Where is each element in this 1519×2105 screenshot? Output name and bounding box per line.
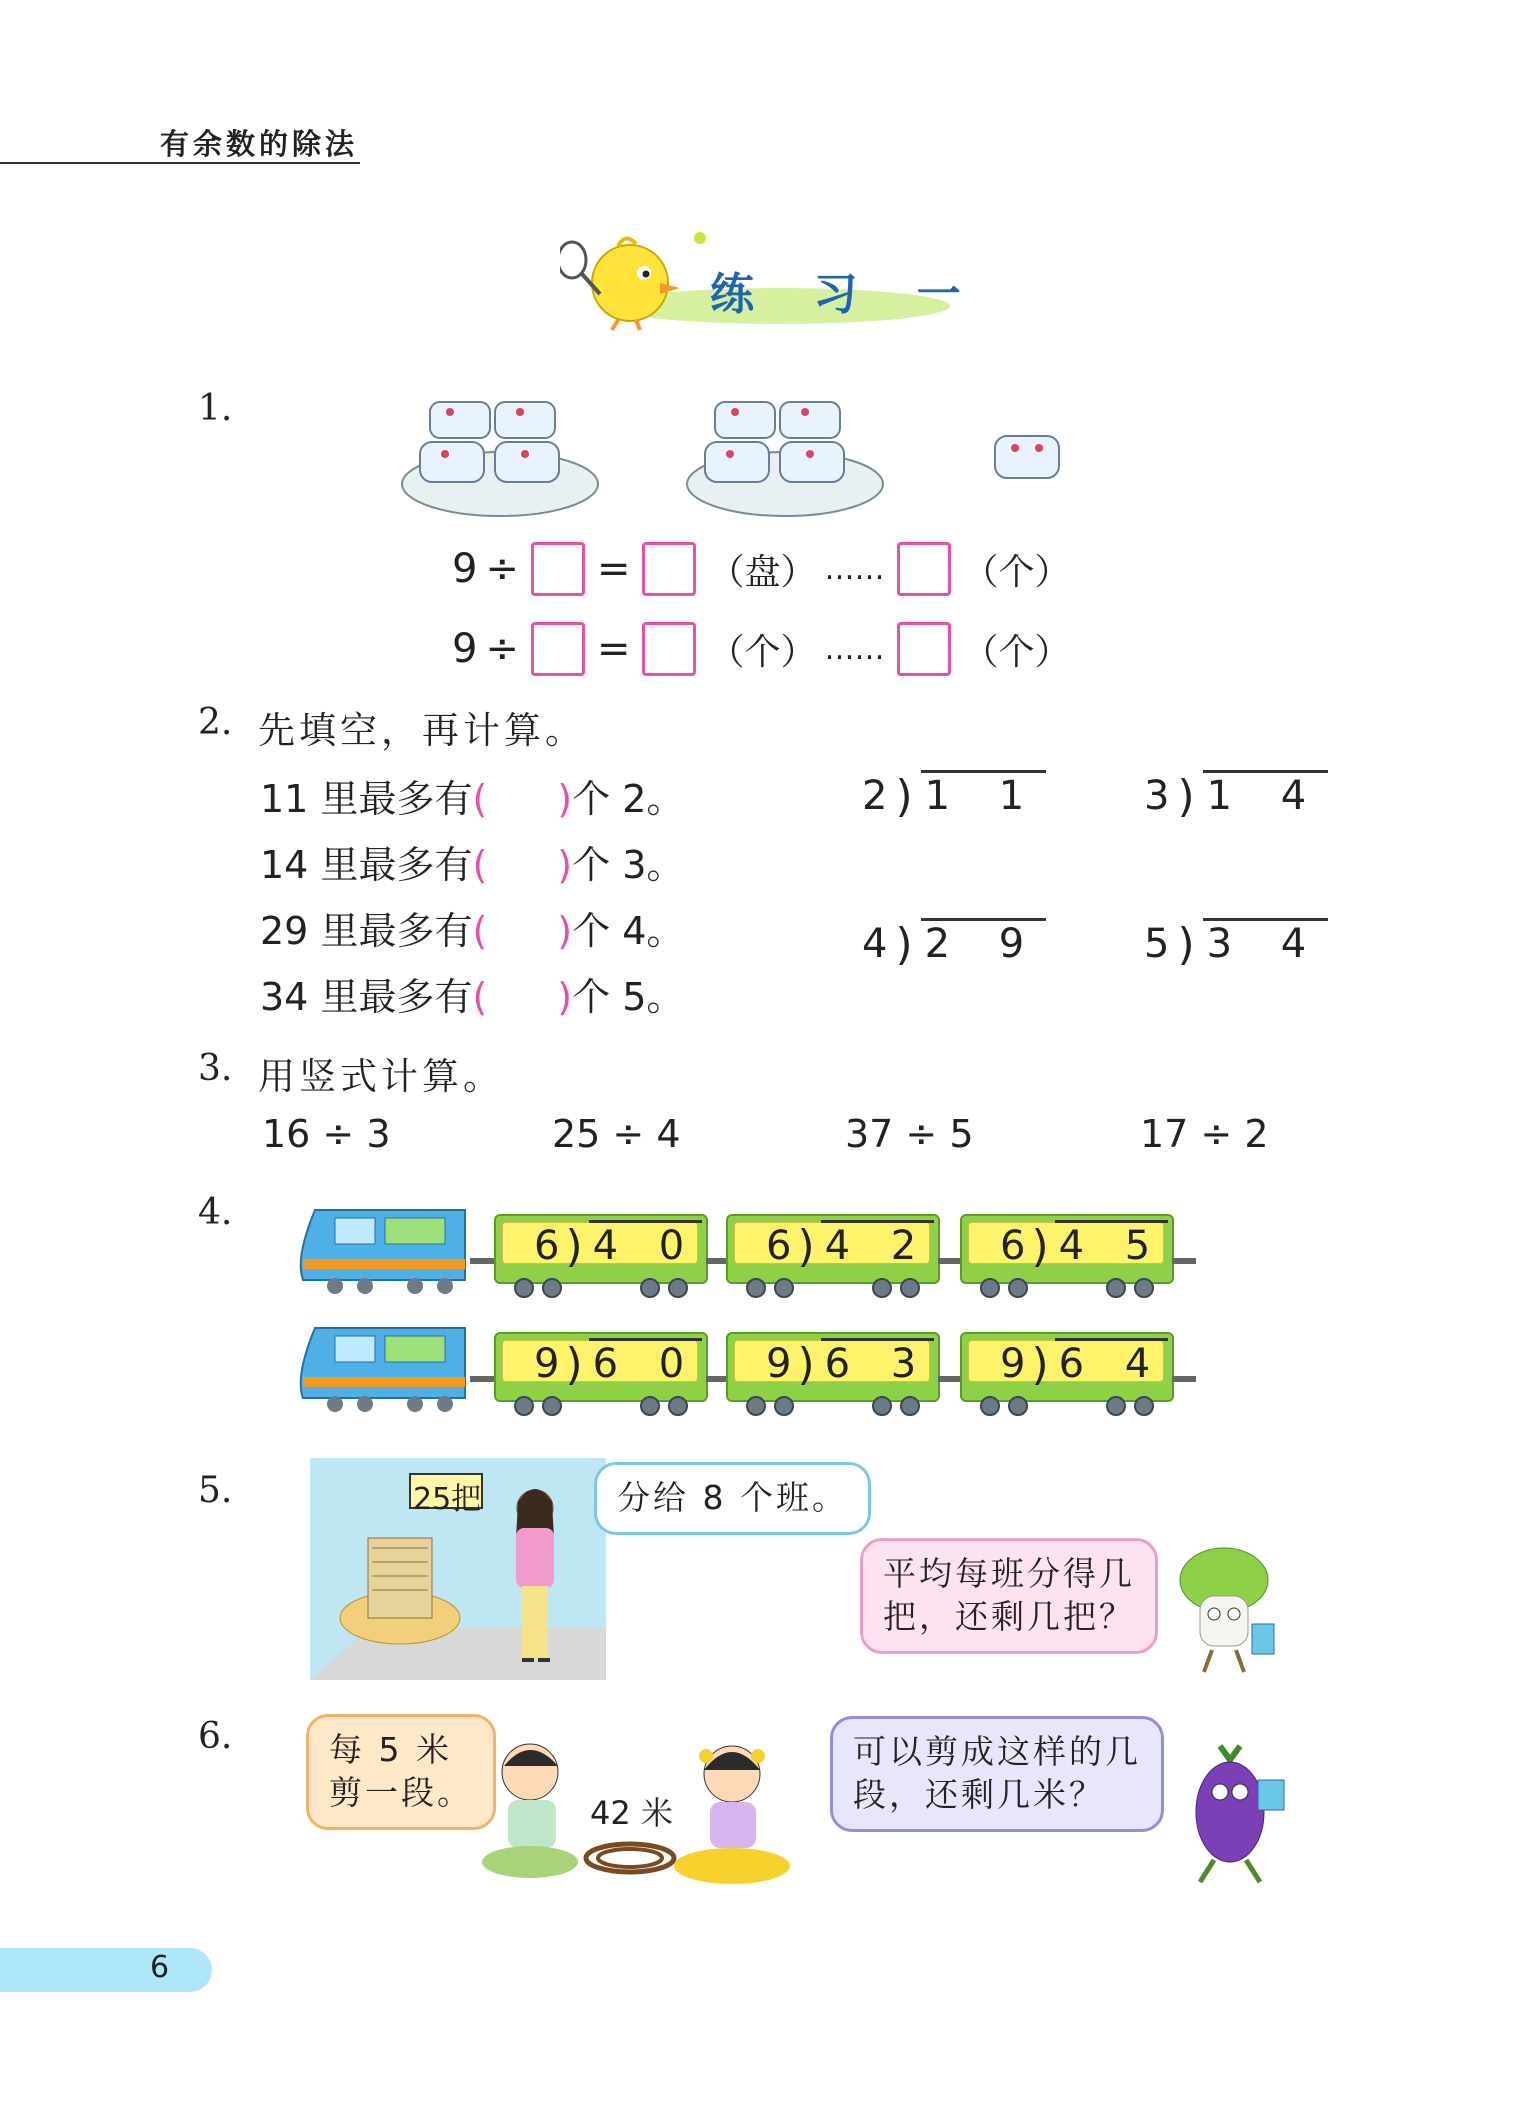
header-rule [0, 162, 360, 164]
train-car [960, 1322, 1170, 1408]
long-division: 4 ) 2 9 [862, 918, 1046, 967]
answer-box[interactable] [531, 542, 585, 596]
train-car [494, 1322, 704, 1408]
q2-fill-line: 11 里最多有( )个 2。 [260, 777, 685, 821]
answer-box[interactable] [531, 622, 585, 676]
plate-2-icon [687, 402, 883, 516]
coupler [470, 1376, 494, 1382]
long-division: 3 ) 1 4 [1144, 770, 1328, 819]
rope-length-label: 42 米 [590, 1794, 673, 1832]
brooms-count-label: 25把 [413, 1482, 482, 1517]
train-car [494, 1204, 704, 1290]
speech-bubble-question: 可以剪成这样的几 段，还剩几米？ [830, 1716, 1164, 1832]
answer-box[interactable] [897, 542, 951, 596]
question-3-title: 用竖式计算。 [258, 1055, 504, 1098]
long-division: 9 ) 6 0 [534, 1338, 702, 1387]
question-1-number: 1. [198, 388, 233, 429]
train-car [726, 1322, 936, 1408]
q2-fill-line: 29 里最多有( )个 4。 [260, 909, 685, 953]
girl-icon [674, 1746, 790, 1884]
q3-item: 17 ÷ 2 [1140, 1112, 1269, 1156]
speech-bubble-question: 平均每班分得几 把，还剩几把？ [860, 1538, 1158, 1654]
q1-equation-1: 9 ÷ = （盘） …… （个） [448, 542, 1075, 596]
cakes-illustration [400, 392, 1080, 522]
coupler [1172, 1376, 1196, 1382]
page-number: 6 [150, 1950, 170, 1985]
q2-fill-line: 34 里最多有( )个 5。 [260, 975, 685, 1019]
rope-coil-icon [586, 1844, 674, 1872]
long-division: 6 ) 4 2 [766, 1220, 934, 1269]
answer-box[interactable] [642, 542, 696, 596]
question-2-number: 2. [198, 702, 233, 743]
train-car [960, 1204, 1170, 1290]
chapter-title: 有余数的除法 [160, 127, 359, 161]
train-engine-icon [295, 1316, 473, 1412]
long-division: 9 ) 6 3 [766, 1338, 934, 1387]
q3-item: 25 ÷ 4 [552, 1112, 681, 1156]
question-3-number: 3. [198, 1048, 233, 1089]
single-cake-icon [995, 436, 1059, 478]
train-engine-icon [295, 1198, 473, 1294]
question-5-number: 5. [198, 1470, 233, 1511]
answer-box[interactable] [642, 622, 696, 676]
long-division: 9 ) 6 4 [1000, 1338, 1168, 1387]
q1-equation-2: 9 ÷ = （个） …… （个） [448, 622, 1075, 676]
page-number-tab [0, 1948, 212, 1992]
cabbage-mascot-icon [1160, 1540, 1288, 1680]
question-4-number: 4. [198, 1192, 233, 1233]
coupler [938, 1376, 962, 1382]
q2-fill-line: 14 里最多有( )个 3。 [260, 843, 685, 887]
answer-box[interactable] [897, 622, 951, 676]
coupler [1172, 1258, 1196, 1264]
plate-1-icon [402, 402, 598, 516]
question-2-title: 先填空，再计算。 [258, 709, 586, 752]
long-division: 6 ) 4 0 [534, 1220, 702, 1269]
train-car [726, 1204, 936, 1290]
exercise-title: 练 习 一 [710, 269, 983, 320]
boy-icon [482, 1744, 578, 1878]
long-division: 5 ) 3 4 [1144, 918, 1328, 967]
long-division: 2 ) 1 1 [862, 770, 1046, 819]
speech-bubble-teacher: 分给 8 个班。 [594, 1462, 871, 1535]
coupler [470, 1258, 494, 1264]
q3-item: 16 ÷ 3 [262, 1112, 391, 1156]
speech-bubble-boy: 每 5 米 剪一段。 [306, 1714, 496, 1830]
question-6-number: 6. [198, 1716, 233, 1757]
eggplant-mascot-icon [1168, 1740, 1290, 1890]
long-division: 6 ) 4 5 [1000, 1220, 1168, 1269]
q3-item: 37 ÷ 5 [845, 1112, 974, 1156]
coupler [938, 1258, 962, 1264]
